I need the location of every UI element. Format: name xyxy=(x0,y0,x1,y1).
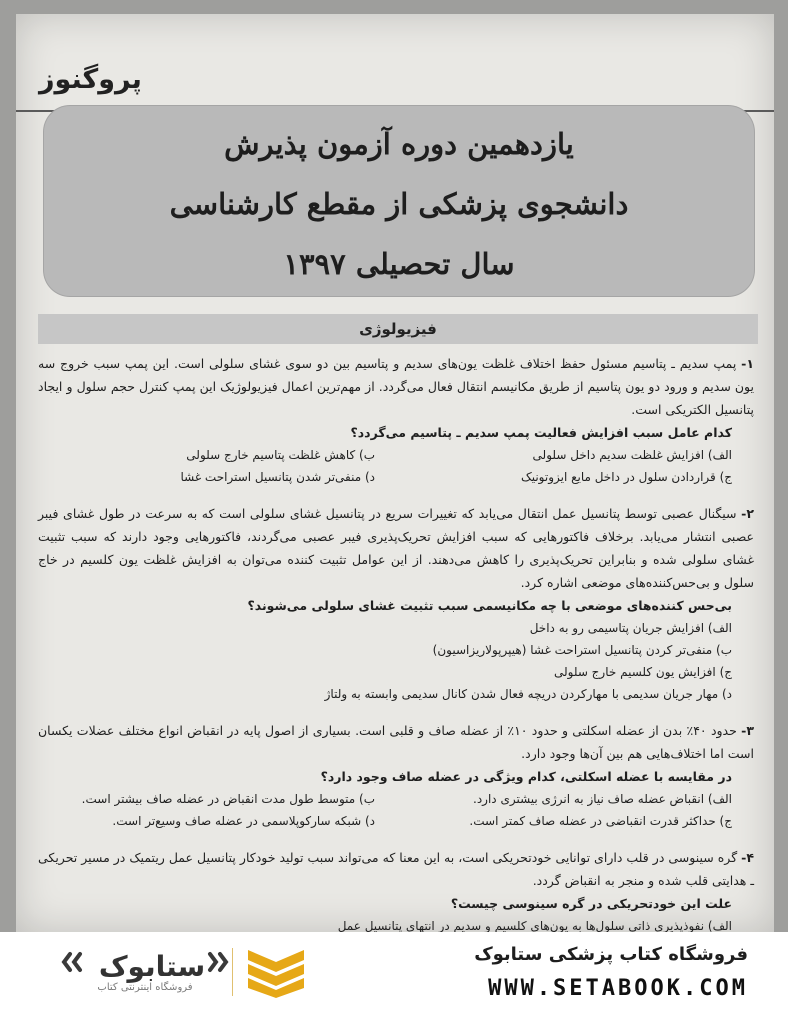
question-text: گره سینوسی در قلب دارای توانایی خودتحریکی است، به این معنا که می‌تواند سبب تولید خودکار پتانسیل عمل ریتمیک در مسیر تحریکی ـ هدایتی قلب شده و منجر به انقباض گردد. xyxy=(38,850,754,888)
options xyxy=(38,617,754,705)
option-b: ب) کاهش غلظت پتاسیم خارج سلولی xyxy=(186,448,375,462)
question-2 xyxy=(38,502,754,705)
title-line-1: یازدهمین دوره آزمون پذیرش xyxy=(224,127,574,161)
question-1 xyxy=(38,352,754,488)
store-url-link[interactable]: WWW.SETABOOK.COM xyxy=(488,976,748,1001)
options xyxy=(38,915,754,932)
option-a: الف) افزایش غلظت سدیم داخل سلولی xyxy=(532,448,732,462)
question-text: پمپ سدیم ـ پتاسیم مسئول حفظ اختلاف غلظت یون‌های سدیم و پتاسیم بین دو سوی غشای سلولی است. این پمپ سبب خروج سه یون سدیم و ورود دو یون پتاسیم از طریق مکانیسم انتقال فعال می‌گردد. از مهم‌ترین اعمال فیزیولوژیک این پمپ کنترل حجم سلول و ایجاد پتانسیل الکتریکی است. xyxy=(38,356,754,417)
store-banner xyxy=(0,932,788,1012)
question-stem: کدام عامل سبب افزایش فعالیت پمپ سدیم ـ پتاسیم می‌گردد؟ xyxy=(350,425,732,440)
brand-title: پروگنوز xyxy=(39,64,142,95)
option-a: الف) نفوذپذیری ذاتی سلول‌ها به یون‌های کلسیم و سدیم در انتهای پتانسیل عمل xyxy=(337,919,732,932)
question-text: حدود ۴۰٪ بدن از عضله اسکلتی و حدود ۱۰٪ از عضله صاف و قلبی است. بسیاری از اصول پایه در انقباض انواع مختلف عضلات یکسان است اما اختلاف‌هایی هم بین آن‌ها وجود دارد. xyxy=(38,723,754,761)
option-d: د) مهار جریان سدیمی با مهارکردن دریچه فعال شدن کانال سدیمی وابسته به ولتاژ xyxy=(324,687,732,701)
option-d: د) منفی‌تر شدن پتانسیل استراحت غشا xyxy=(180,470,375,484)
option-c: ج) افزایش یون کلسیم خارج سلولی xyxy=(553,665,732,679)
subject-heading: فیزیولوژی xyxy=(38,314,758,344)
question-stem: در مقایسه با عضله اسکلتی، کدام ویژگی در عضله صاف وجود دارد؟ xyxy=(320,769,732,784)
option-a: الف) انقباض عضله صاف نیاز به انرژی بیشتری دارد. xyxy=(473,792,732,806)
question-list xyxy=(38,352,754,932)
question-number: ۳- xyxy=(741,723,754,738)
question-number: ۲- xyxy=(741,506,754,521)
textbook-page xyxy=(16,14,774,932)
option-d: د) شبکه سارکوپلاسمی در عضله صاف وسیع‌تر است. xyxy=(112,814,375,828)
title-line-2: دانشجوی پزشکی از مقطع کارشناسی xyxy=(169,187,629,221)
exam-title-box xyxy=(44,106,754,296)
title-line-3: سال تحصیلی ۱۳۹۷ xyxy=(283,247,515,281)
question-text: سیگنال عصبی توسط پتانسیل عمل انتقال می‌یابد که تغییرات سریع در پتانسیل غشای سلولی است که به سرعت در طول غشای فیبر عصبی انتشار می‌یابد. برخلاف فاکتورهایی که سبب افزایش تحریک‌پذیری فیبر عصبی می‌گردند، فاکتورهایی وجود دارند که سبب تثبیت غشای سلولی شده و بنابراین تحریک‌پذیری را کاهش می‌دهند. از این عوامل تثبیت کننده می‌توان به افزایش غلظت یون کلسیم در خاج سلول و بی‌حس‌کننده‌های موضعی اشاره کرد. xyxy=(38,506,754,590)
stacked-chevrons-icon xyxy=(246,946,306,998)
options xyxy=(38,444,754,488)
store-name: فروشگاه کتاب پزشکی ستابوک xyxy=(474,944,748,965)
question-number: ۴- xyxy=(741,850,754,865)
options xyxy=(38,788,754,832)
question-stem: بی‌حس کننده‌های موضعی با چه مکانیسمی سبب تثبیت غشای سلولی می‌شوند؟ xyxy=(247,598,732,613)
option-c: ج) قراردادن سلول در داخل مایع ایزوتونیک xyxy=(520,470,732,484)
question-3 xyxy=(38,719,754,832)
option-b: ب) منفی‌تر کردن پتانسیل استراحت غشا (هیپرپولاریزاسیون) xyxy=(432,643,732,657)
option-a: الف) افزایش جریان پتاسیمی رو به داخل xyxy=(529,621,732,635)
option-b: ب) متوسط طول مدت انقباض در عضله صاف بیشتر است. xyxy=(81,792,375,806)
question-stem: علت این خودتحریکی در گره سینوسی چیست؟ xyxy=(450,896,732,911)
question-number: ۱- xyxy=(741,356,754,371)
logo-tagline: فروشگاه اینترنتی کتاب xyxy=(97,982,193,993)
option-c: ج) حداکثر قدرت انقباضی در عضله صاف کمتر است. xyxy=(469,814,732,828)
question-4 xyxy=(38,846,754,932)
divider xyxy=(232,948,233,996)
logo-wordmark: ستابوک xyxy=(98,950,206,983)
